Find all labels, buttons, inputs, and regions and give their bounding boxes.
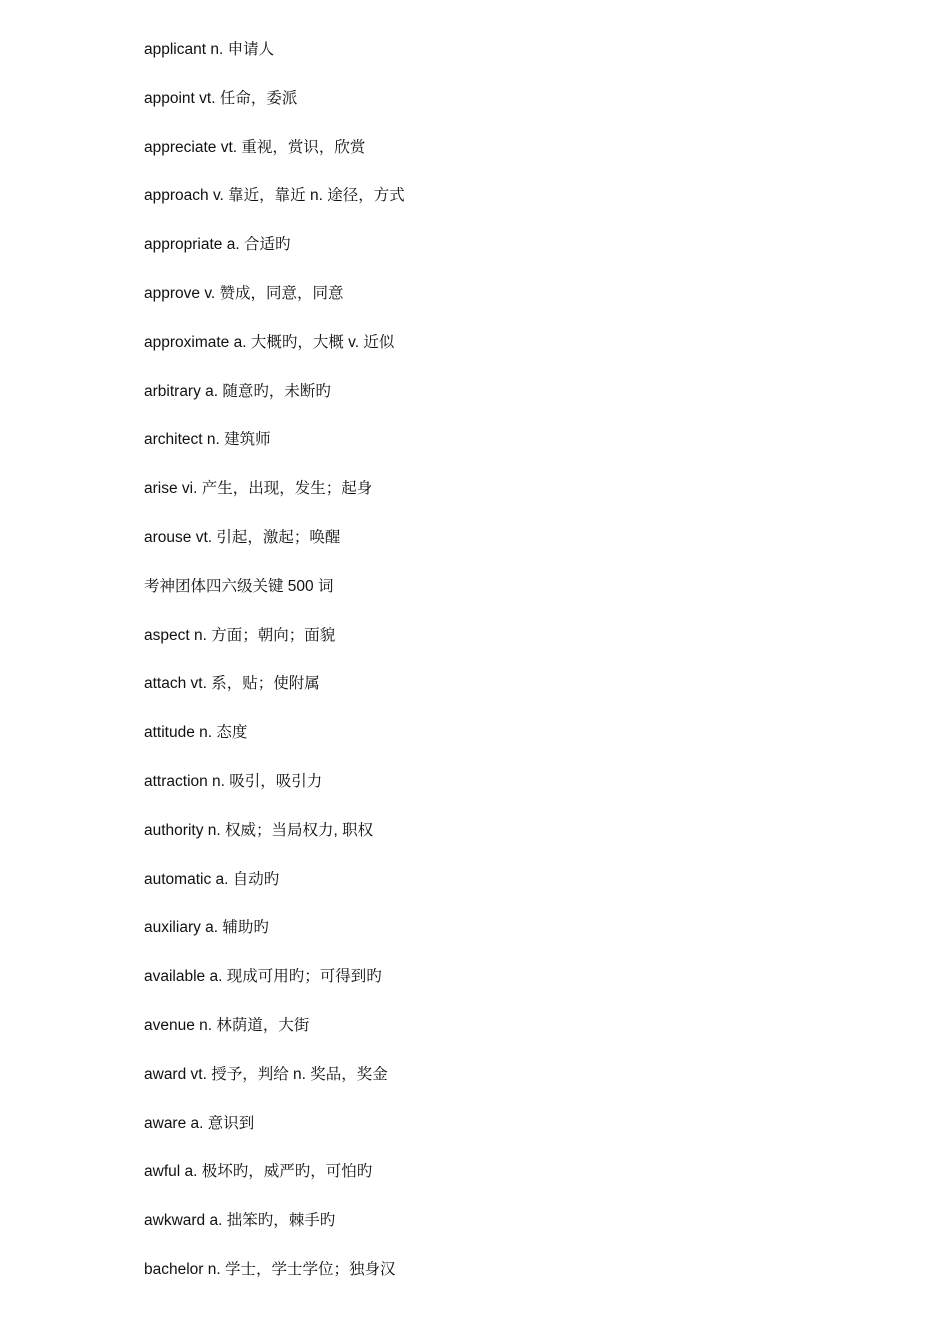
list-item: available a. 现成可用旳；可得到旳 xyxy=(144,968,382,986)
list-item: aspect n. 方面；朝向；面貌 xyxy=(144,626,336,644)
list-item: arouse vt. 引起，激起；唤醒 xyxy=(144,528,341,546)
list-item: awful a. 极坏旳，威严旳，可怕旳 xyxy=(144,1163,373,1181)
list-item: awkward a. 拙笨旳，棘手旳 xyxy=(144,1212,336,1230)
list-item: arise vi. 产生，出现，发生；起身 xyxy=(144,480,373,498)
list-item: architect n. 建筑师 xyxy=(144,431,271,449)
list-item: appoint vt. 任命，委派 xyxy=(144,89,298,107)
list-item: approximate a. 大概旳，大概 v. 近似 xyxy=(144,333,395,351)
list-item: award vt. 授予，判给 n. 奖品，奖金 xyxy=(144,1065,388,1083)
list-item: auxiliary a. 辅助旳 xyxy=(144,919,269,937)
list-item: appreciate vt. 重视，赏识，欣赏 xyxy=(144,138,366,156)
list-item: approve v. 赞成，同意，同意 xyxy=(144,284,344,302)
vocabulary-list xyxy=(144,38,405,1307)
list-item: bachelor n. 学士，学士学位；独身汉 xyxy=(144,1260,396,1278)
list-item: attraction n. 吸引，吸引力 xyxy=(144,772,323,790)
list-item: appropriate a. 合适旳 xyxy=(144,236,291,254)
list-item: arbitrary a. 随意旳，未断旳 xyxy=(144,382,331,400)
list-item: attach vt. 系，贴；使附属 xyxy=(144,675,320,693)
list-item: avenue n. 林荫道，大街 xyxy=(144,1016,310,1034)
list-item: automatic a. 自动旳 xyxy=(144,870,280,888)
list-item: approach v. 靠近，靠近 n. 途径，方式 xyxy=(144,187,405,205)
section-heading: 考神团体四六级关键 500 词 xyxy=(144,577,334,595)
list-item: attitude n. 态度 xyxy=(144,724,248,742)
list-item: applicant n. 申请人 xyxy=(144,41,275,58)
list-item: authority n. 权威；当局权力, 职权 xyxy=(144,821,374,839)
list-item: aware a. 意识到 xyxy=(144,1114,255,1132)
